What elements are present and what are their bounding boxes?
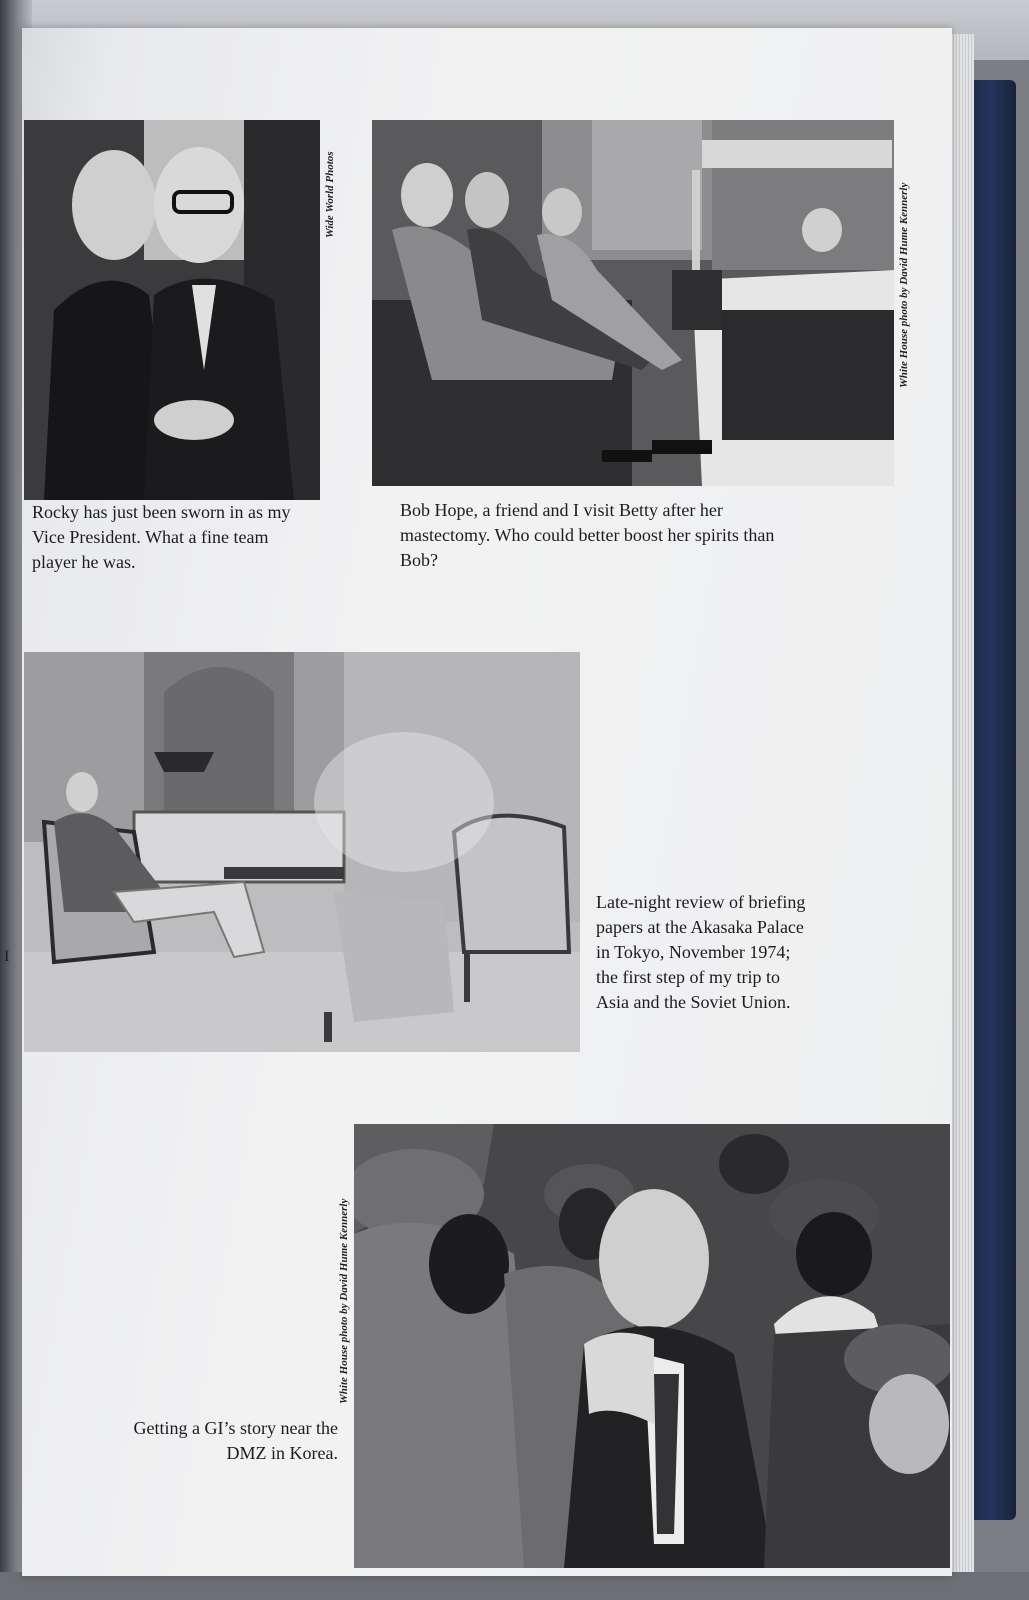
- table-surface: [0, 1572, 1029, 1600]
- book-cover-spine: [968, 80, 1016, 1520]
- book-page: [22, 28, 952, 1576]
- caption-line: papers at the Akasaka Palace: [596, 917, 804, 937]
- caption-line: Late-night review of briefing: [596, 892, 806, 912]
- caption-line: the first step of my trip to: [596, 967, 780, 987]
- caption-line: Vice President. What a fine team: [32, 527, 269, 547]
- caption-line: in Tokyo, November 1974;: [596, 942, 791, 962]
- caption-line: DMZ in Korea.: [226, 1443, 338, 1463]
- caption-rocky: [32, 500, 342, 575]
- caption-line: Bob?: [400, 550, 438, 570]
- facing-page-mark: I: [4, 948, 10, 965]
- photo-akasaka-image: [24, 652, 580, 1052]
- caption-line: player he was.: [32, 552, 136, 572]
- photo-rocky-sworn-in: [24, 120, 320, 500]
- caption-line: Getting a GI’s story near the: [133, 1418, 338, 1438]
- photo-rocky-image: [24, 120, 320, 500]
- photo-korea-image: [354, 1124, 950, 1568]
- photo-hospital-image: [372, 120, 894, 486]
- caption-line: Asia and the Soviet Union.: [596, 992, 791, 1012]
- caption-hospital: [400, 498, 900, 573]
- photo-korea-dmz: [354, 1124, 950, 1568]
- caption-line: mastectomy. Who could better boost her spirits than: [400, 525, 775, 545]
- caption-korea: [74, 1416, 338, 1466]
- photo-hospital-visit: [372, 120, 894, 486]
- caption-akasaka: [596, 890, 896, 1015]
- caption-line: Rocky has just been sworn in as my: [32, 502, 291, 522]
- credit-korea: White House photo by David Hume Kennerly: [338, 1198, 350, 1404]
- caption-line: Bob Hope, a friend and I visit Betty after her: [400, 500, 723, 520]
- credit-hospital: White House photo by David Hume Kennerly: [898, 182, 910, 388]
- photo-akasaka-palace: [24, 652, 580, 1052]
- credit-rocky: Wide World Photos: [324, 151, 336, 238]
